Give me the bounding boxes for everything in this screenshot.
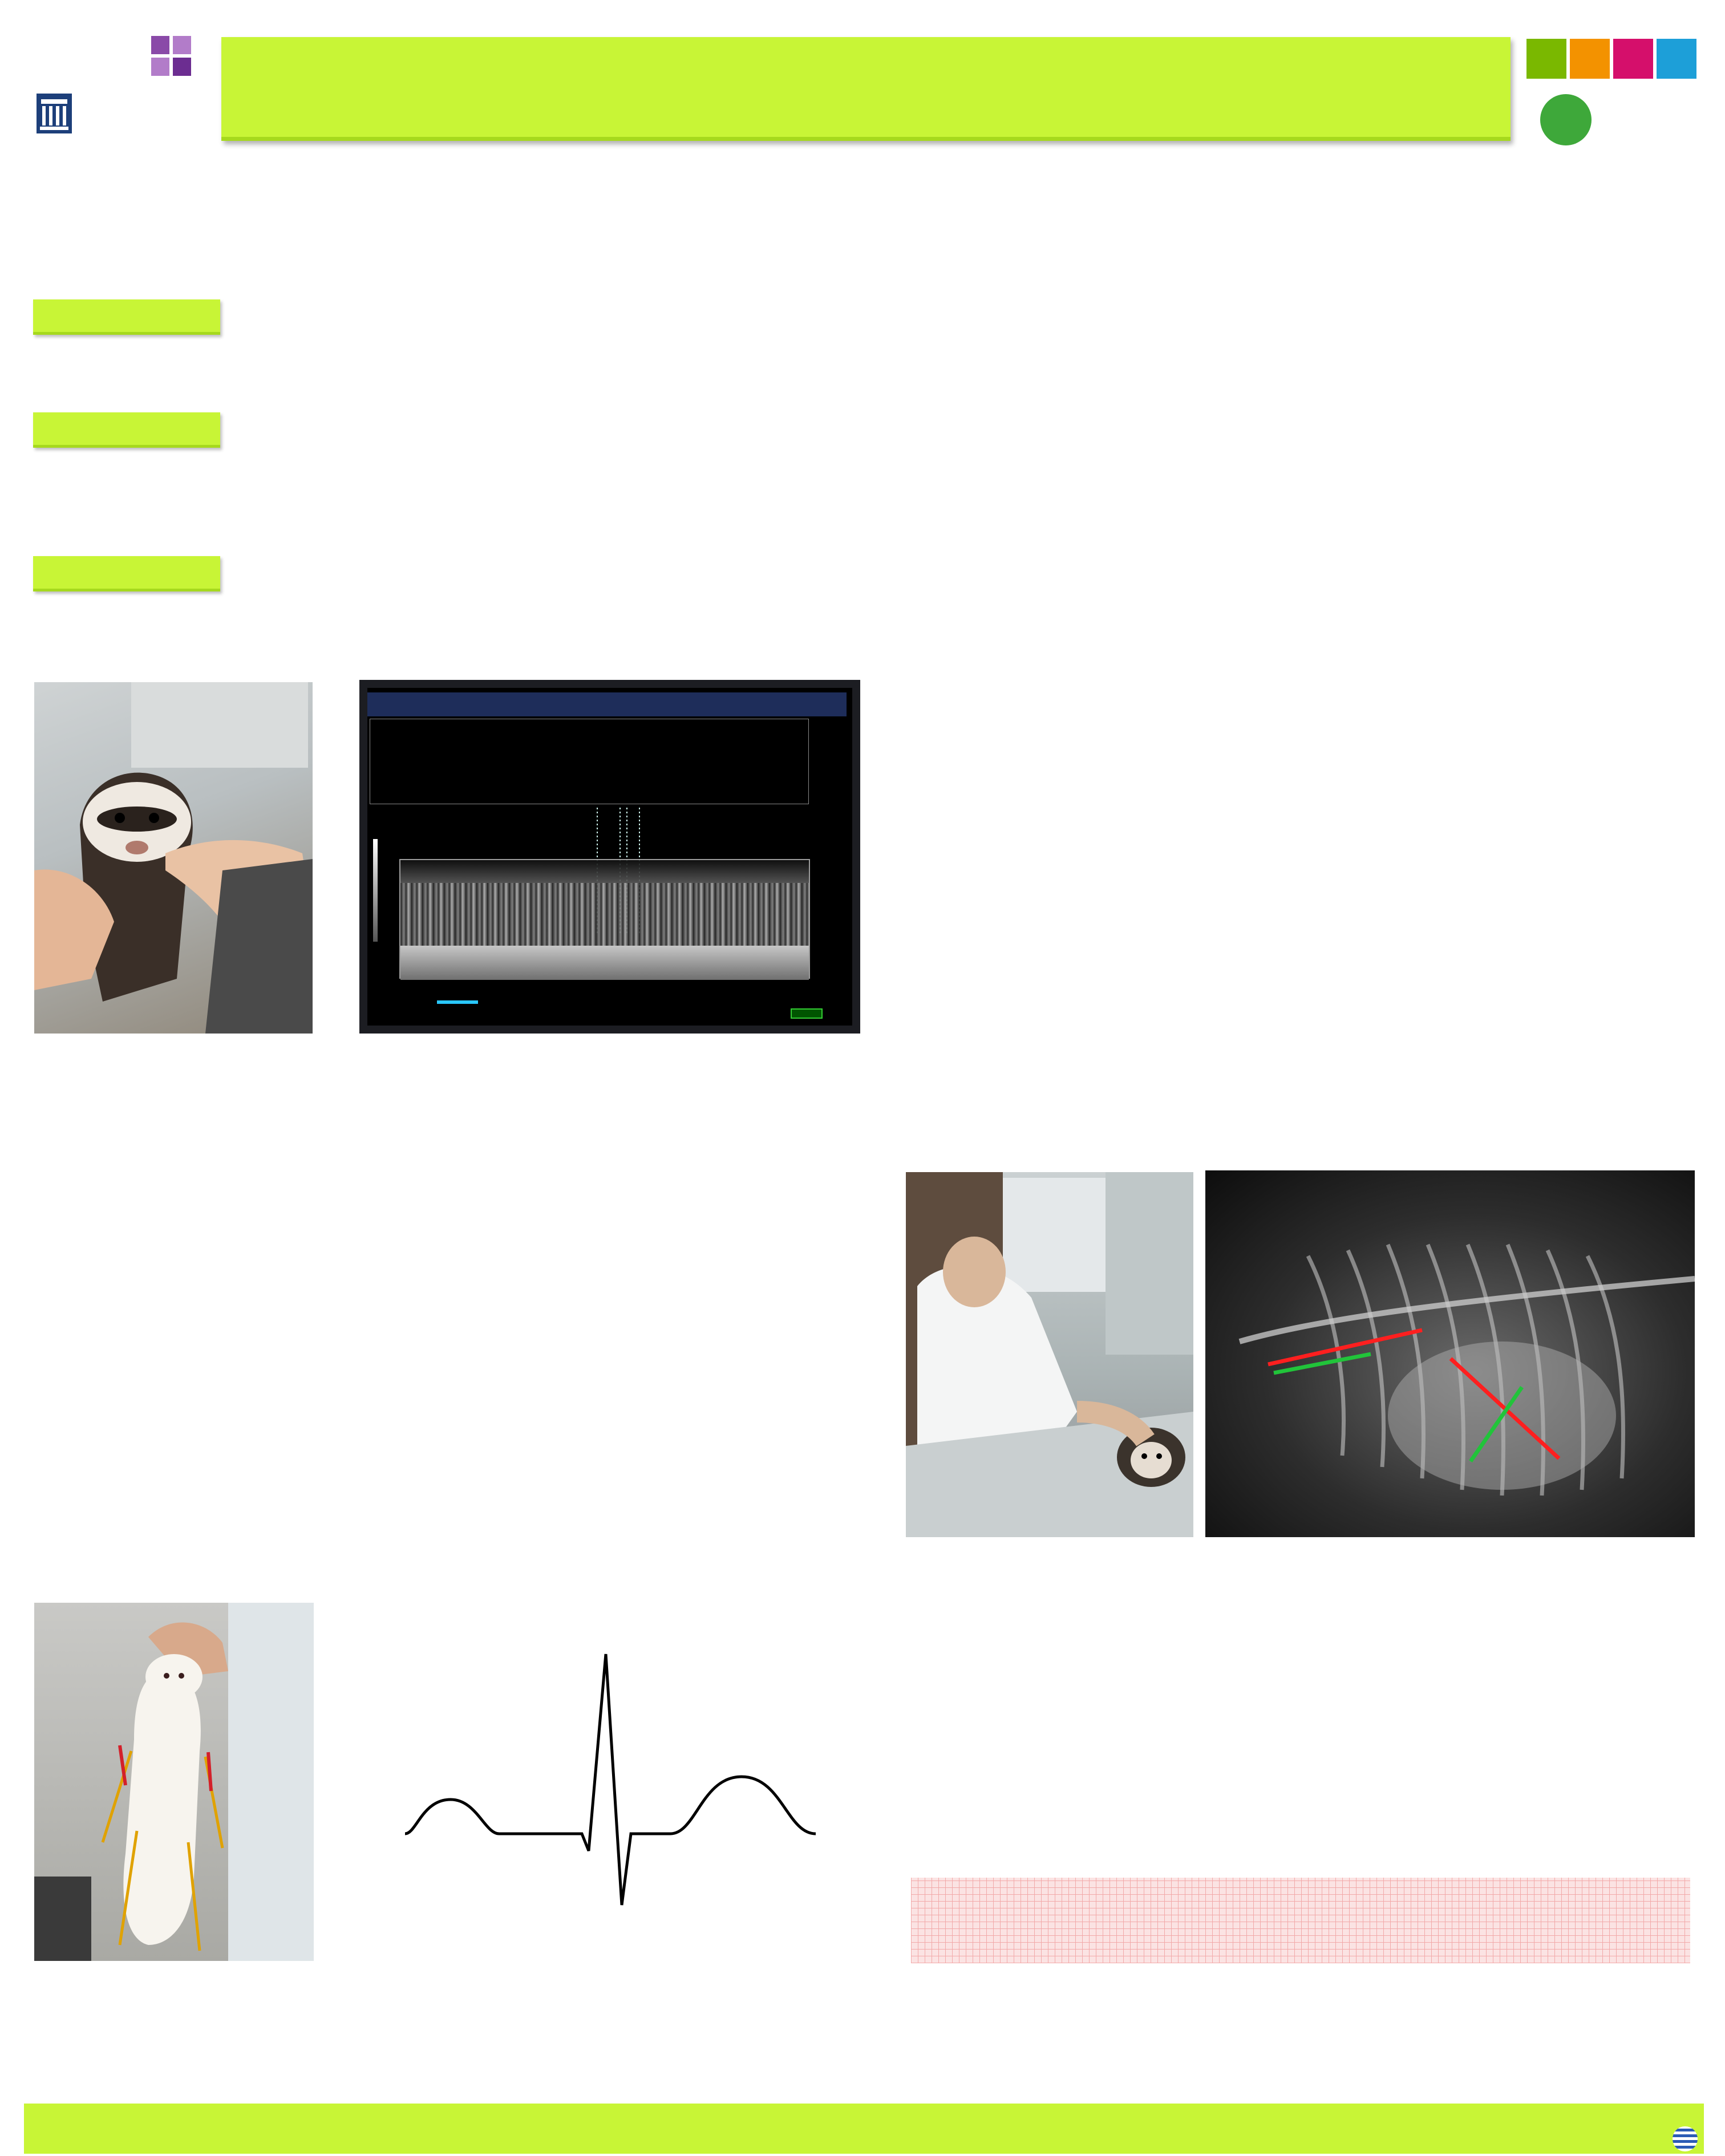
echo-time-axis bbox=[390, 984, 824, 998]
echo-left-scale bbox=[373, 839, 378, 942]
echo-measurement-box bbox=[370, 719, 809, 804]
objetivo-heading bbox=[33, 299, 220, 335]
ferret-ecg-photo bbox=[34, 1603, 314, 1961]
ecg-strip bbox=[911, 1878, 1690, 1963]
fvet-logo bbox=[1540, 94, 1711, 148]
paie-letter-p bbox=[1526, 39, 1566, 79]
metodologia-heading bbox=[33, 412, 220, 448]
fvet-badge bbox=[1540, 94, 1592, 145]
xray-photo bbox=[1205, 1170, 1695, 1537]
ecg-strip-trace bbox=[911, 1878, 1690, 1963]
ferret-ecg-illustration bbox=[34, 1603, 314, 1961]
bibliography bbox=[24, 2104, 1704, 2154]
title-banner bbox=[221, 37, 1511, 141]
ecg-diagram bbox=[405, 1606, 821, 1973]
echo-axis-marker bbox=[437, 1000, 478, 1004]
uruguay-flag-icon bbox=[1673, 2126, 1698, 2151]
ferret-exam-photo bbox=[906, 1172, 1193, 1537]
ferret-held-photo bbox=[34, 682, 313, 1034]
ecg-waveform bbox=[405, 1606, 821, 1973]
xray-illustration bbox=[1205, 1170, 1695, 1537]
csic-logo bbox=[31, 31, 197, 83]
paie-logo bbox=[1526, 39, 1698, 79]
resultados-heading bbox=[33, 556, 220, 591]
echo-header-bar bbox=[367, 692, 847, 716]
csic-cross-icon bbox=[151, 36, 192, 77]
mmode-trace bbox=[399, 859, 810, 979]
ferret-exam-illustration bbox=[906, 1172, 1193, 1537]
paie-letter-e bbox=[1657, 39, 1696, 79]
echo-cine-buttons bbox=[791, 1008, 823, 1019]
udelar-seal-icon bbox=[34, 91, 74, 136]
echocardiogram-screen bbox=[359, 680, 860, 1034]
paie-letter-i bbox=[1613, 39, 1653, 79]
paie-letter-a bbox=[1570, 39, 1610, 79]
ferret-held-illustration bbox=[34, 682, 313, 1034]
udelar-logo bbox=[34, 91, 205, 137]
